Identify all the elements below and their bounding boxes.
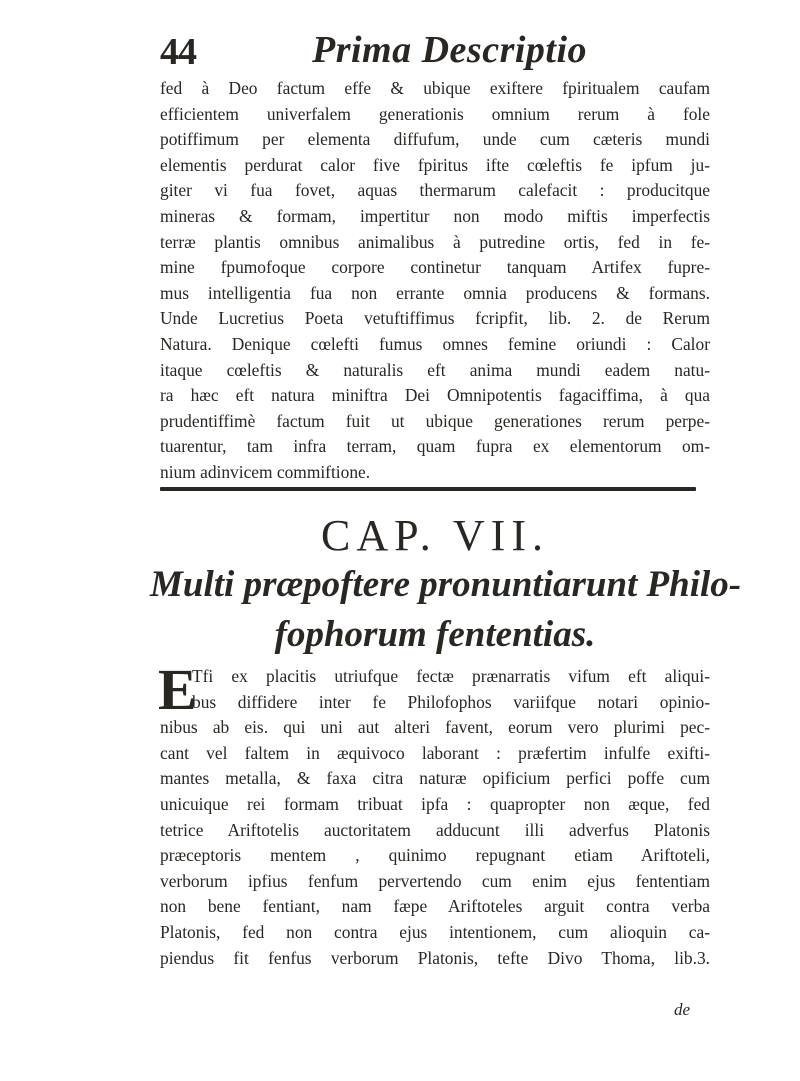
- text-line: mine fpumofoque corpore continetur tanquam Artifex fupre-: [160, 257, 710, 278]
- paragraph-1: [160, 76, 710, 486]
- chapter-heading: CAP. VII.: [320, 511, 549, 560]
- chapter-title-line: fophorum fententias.: [274, 614, 596, 655]
- page-header: [160, 24, 720, 74]
- text-line: tuarentur, tam infra terram, quam fupra ex elementorum om-: [160, 436, 710, 457]
- text-line: unicuique rei formam tribuat ipfa : quapropter non æque, fed: [160, 793, 710, 814]
- text-line: potiffimum per elementa diffufum, unde cum cæteris mundi: [160, 129, 710, 150]
- section-rule: [160, 487, 696, 491]
- text-line: efficientem univerfalem generationis omnium rerum à fole: [160, 103, 710, 124]
- text-line: Tfi ex placitis utriufque fectæ prænarratis vifum eft aliqui-: [192, 666, 710, 686]
- text-line: ra hæc eft natura miniftra Dei Omnipotentis fagaciffima, à qua: [160, 385, 710, 406]
- text-line: itaque cœleftis & naturalis eft anima mundi eadem natu-: [160, 359, 710, 380]
- text-line: Unde Lucretius Poeta vetuftiffimus fcripfit, lib. 2. de Rerum: [160, 308, 710, 329]
- text-line: elementis perdurat calor five fpiritus ifte cœleftis fe ipfum ju-: [160, 154, 710, 175]
- text-line: terræ plantis omnibus animalibus à putredine ortis, fed in fe-: [160, 231, 710, 252]
- text-line: fed à Deo factum effe & ubique exiftere fpiritualem caufam: [160, 78, 710, 98]
- text-line: mineras & formam, impertitur non modo miftis imperfectis: [160, 205, 710, 226]
- text-line: mus intelligentia fua non errante omnia producens & formans.: [160, 282, 710, 303]
- text-line: verborum ipfius fenfum pervertendo cum enim ejus fententiam: [160, 870, 710, 891]
- chapter-title-line: Multi præpoftere pronuntiarunt Philo-: [150, 564, 742, 605]
- text-line: cant vel faltem in æquivoco laborant : præfertim infulfe exifti-: [160, 742, 710, 763]
- text-line: giter vi fua fovet, aquas thermarum calefacit : producitque: [160, 180, 710, 201]
- text-line: nium adinvicem commiftione.: [160, 461, 371, 482]
- chapter-title: [150, 560, 742, 660]
- text-line: bus diffidere inter fe Philofophos variifque notari opinio-: [192, 691, 710, 712]
- text-line: piendus fit fenfus verborum Platonis, tefte Divo Thoma, lib.3.: [160, 947, 710, 968]
- drop-cap: E: [158, 657, 197, 722]
- text-line: præceptoris mentem , quinimo repugnant etiam Ariftoteli,: [160, 845, 710, 866]
- text-line: Platonis, fed non contra ejus intentionem, cum alioquin ca-: [160, 921, 710, 942]
- text-line: mantes metalla, & faxa citra naturæ opificium perfici poffe cum: [160, 768, 710, 789]
- text-line: Natura. Denique cœlefti fumus omnes femine oriundi : Calor: [160, 333, 710, 354]
- catchword: de: [674, 1000, 691, 1019]
- text-line: prudentiffimè factum fuit ut ubique generationes rerum perpe-: [160, 410, 710, 431]
- running-title: Prima Descriptio: [312, 29, 588, 71]
- text-line: nibus ab eis. qui uni aut alteri favent, eorum vero plurimi pec-: [160, 717, 710, 738]
- page-number: 44: [160, 31, 196, 73]
- text-line: non bene fentiant, nam fæpe Ariftoteles arguit contra verba: [160, 896, 710, 917]
- text-line: tetrice Ariftotelis auctoritatem adducunt illi adverfus Platonis: [160, 819, 710, 840]
- paragraph-2: [158, 657, 710, 971]
